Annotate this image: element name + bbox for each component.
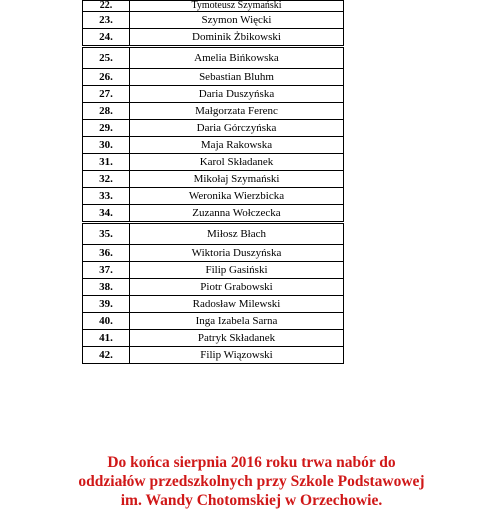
roster-table-body (83, 1, 344, 364)
notice-line-2: oddziałów przedszkolnych przy Szkole Podstawowej (78, 473, 425, 490)
student-name: Patryk Składanek (130, 330, 344, 347)
student-name: Wiktoria Duszyńska (130, 245, 344, 262)
table-row (83, 330, 344, 347)
table-row (83, 86, 344, 103)
table-row (83, 188, 344, 205)
row-number: 23. (83, 12, 130, 29)
table-row (83, 262, 344, 279)
row-number: 25. (83, 47, 130, 69)
table-row (83, 1, 344, 12)
student-name: Piotr Grabowski (130, 279, 344, 296)
row-number: 26. (83, 69, 130, 86)
row-number: 22. (83, 1, 130, 12)
student-name: Miłosz Błach (130, 223, 344, 245)
row-number: 32. (83, 171, 130, 188)
roster-table (82, 0, 344, 364)
row-number: 28. (83, 103, 130, 120)
row-number: 35. (83, 223, 130, 245)
table-row (83, 205, 344, 223)
student-name: Filip Wiązowski (130, 347, 344, 364)
table-row (83, 154, 344, 171)
student-name: Daria Duszyńska (130, 86, 344, 103)
table-row (83, 103, 344, 120)
table-row (83, 12, 344, 29)
table-row (83, 171, 344, 188)
student-name: Dominik Żbikowski (130, 29, 344, 47)
row-number: 30. (83, 137, 130, 154)
row-number: 34. (83, 205, 130, 223)
student-name: Daria Górczyńska (130, 120, 344, 137)
row-number: 31. (83, 154, 130, 171)
table-row (83, 29, 344, 47)
student-name: Radosław Milewski (130, 296, 344, 313)
enrollment-notice (0, 453, 503, 510)
row-number: 29. (83, 120, 130, 137)
student-name: Sebastian Bluhm (130, 69, 344, 86)
table-row (83, 47, 344, 69)
student-name: Karol Składanek (130, 154, 344, 171)
student-name: Zuzanna Wołczecka (130, 205, 344, 223)
student-name: Inga Izabela Sarna (130, 313, 344, 330)
row-number: 38. (83, 279, 130, 296)
student-name: Małgorzata Ferenc (130, 103, 344, 120)
table-row (83, 245, 344, 262)
table-row (83, 223, 344, 245)
table-row (83, 69, 344, 86)
table-row (83, 347, 344, 364)
row-number: 33. (83, 188, 130, 205)
roster-table-container (82, 0, 344, 364)
table-row (83, 313, 344, 330)
table-row (83, 279, 344, 296)
row-number: 41. (83, 330, 130, 347)
row-number: 39. (83, 296, 130, 313)
row-number: 36. (83, 245, 130, 262)
row-number: 37. (83, 262, 130, 279)
table-row (83, 120, 344, 137)
student-name: Amelia Bińkowska (130, 47, 344, 69)
row-number: 27. (83, 86, 130, 103)
student-name: Maja Rakowska (130, 137, 344, 154)
row-number: 24. (83, 29, 130, 47)
table-row (83, 137, 344, 154)
student-name: Weronika Wierzbicka (130, 188, 344, 205)
row-number: 42. (83, 347, 130, 364)
row-number: 40. (83, 313, 130, 330)
notice-line-1: Do końca sierpnia 2016 roku trwa nabór do (107, 454, 396, 471)
student-name: Filip Gasiński (130, 262, 344, 279)
student-name: Tymoteusz Szymański (130, 1, 344, 12)
notice-line-3: im. Wandy Chotomskiej w Orzechowie. (120, 492, 383, 509)
table-row (83, 296, 344, 313)
student-name: Szymon Więcki (130, 12, 344, 29)
student-name: Mikołaj Szymański (130, 171, 344, 188)
